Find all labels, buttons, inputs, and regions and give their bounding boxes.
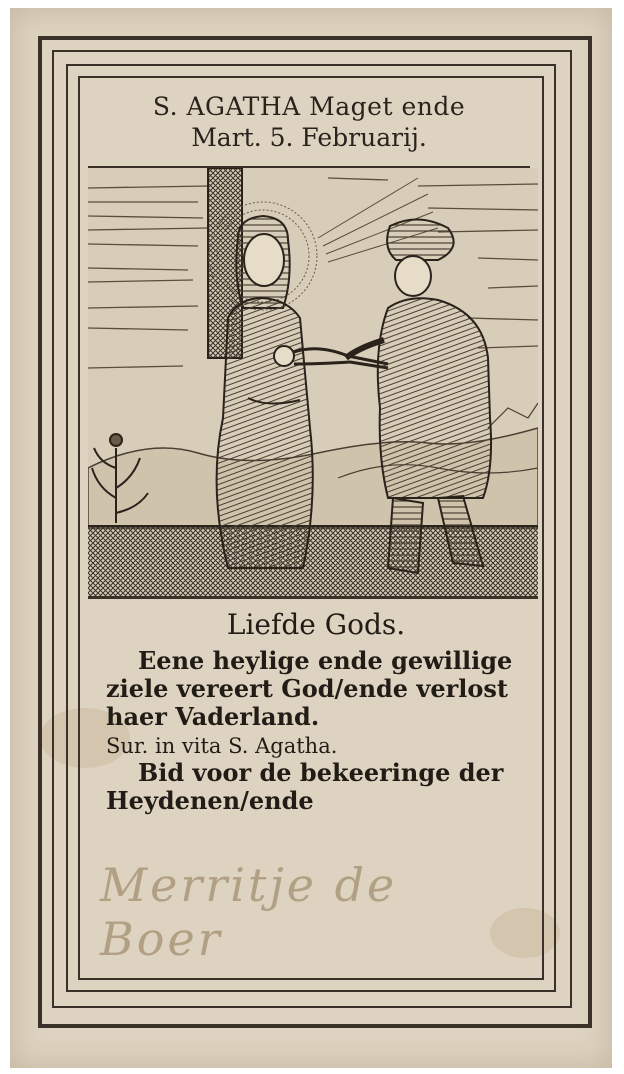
hat-icon xyxy=(387,219,454,260)
paragraph-line: ziele vereert God/ende verlost xyxy=(106,674,508,703)
text-block xyxy=(106,608,526,815)
heading: Liefde Gods. xyxy=(226,608,406,641)
title-box xyxy=(88,84,530,169)
engraving-svg xyxy=(88,168,538,596)
paragraph-line: Bid voor de bekeeringe der xyxy=(138,758,504,787)
engraving-illustration xyxy=(88,168,538,599)
paragraph-line: Eene heylige ende gewillige xyxy=(138,646,513,675)
title-line-1: S. AGATHA Maget ende xyxy=(152,92,466,121)
handwritten-signature: Merritje de Boer xyxy=(100,858,398,966)
title-line-2: Mart. 5. Februarij. xyxy=(191,123,427,152)
paragraph-line: haer Vaderland. xyxy=(106,702,320,731)
paragraph-line: Heydenen/ende xyxy=(106,786,314,815)
reference: Sur. in vita S. Agatha. xyxy=(106,734,338,758)
